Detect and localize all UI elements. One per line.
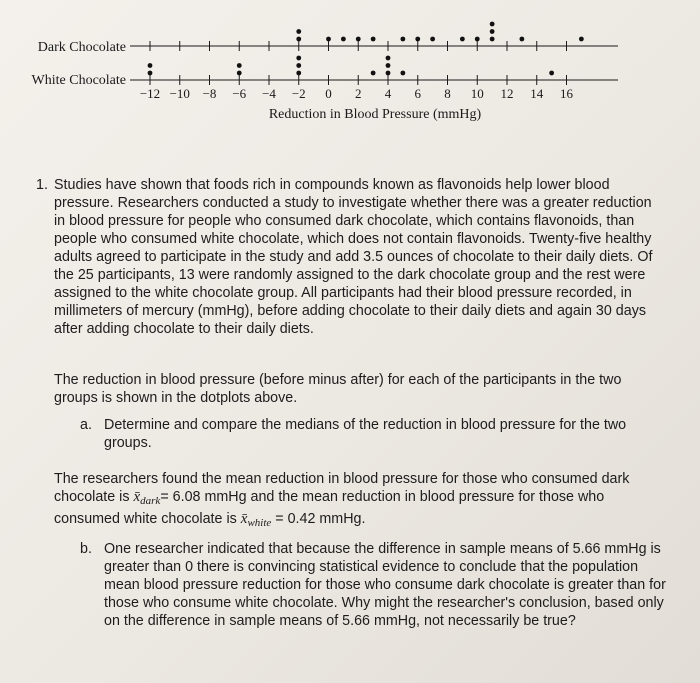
dark-chocolate-dot [326,37,331,42]
x-tick-label: −2 [291,86,306,101]
xbar-white-subscript: white [247,517,272,529]
dark-chocolate-label: Dark Chocolate [37,40,126,55]
dark-chocolate-dot [371,37,376,42]
x-tick-label: 8 [444,86,451,101]
dark-chocolate-dot [519,37,524,42]
dark-chocolate-dot [490,37,495,42]
white-chocolate-dot [371,71,376,76]
white-chocolate-dot [237,71,242,76]
xbar-dark-subscript: dark [140,495,161,507]
dotplot-note: The reduction in blood pressure (before minus after) for each of the participants in the two groups is shown in the dotplots above. [54,372,622,406]
x-tick-label: 12 [500,86,514,101]
dark-chocolate-dot [490,22,495,27]
part-a-text: Determine and compare the medians of the reduction in blood pressure for the two groups. [104,417,627,451]
white-chocolate-dot [296,56,301,61]
white-chocolate-dot [148,71,153,76]
x-tick-label: 6 [414,86,421,101]
white-chocolate-dot [549,71,554,76]
white-chocolate-dot [296,63,301,68]
dark-chocolate-dot [579,37,584,42]
x-tick-label: −6 [232,86,247,101]
x-tick-label: −8 [202,86,217,101]
part-b-text: One researcher indicated that because the difference in sample means of 5.66 mmHg is greater than 0 there is convincing statistical evidence to conclude that the population mean blood pressure reduction for those who consume dark chocolate is greater than for those who consume white chocolate. Why might the researcher's conclusion, based only on the difference in sample means of 5.66 mmHg, not necessarily be true? [104,541,666,629]
dark-chocolate-dot [430,37,435,42]
x-axis-title: Reduction in Blood Pressure (mmHg) [268,107,482,122]
dark-chocolate-dot [475,37,480,42]
white-chocolate-dot [148,63,153,68]
x-tick-label: 14 [530,86,544,101]
dark-chocolate-dot [341,37,346,42]
xbar-white-symbol: x̄ [240,511,248,527]
white-chocolate-dot [296,71,301,76]
dark-chocolate-dot [296,29,301,34]
white-chocolate-dot [386,63,391,68]
mean-dark-value: = 6.08 mmHg and the mean reduction in blood pressure for those who consumed white chocolate is [54,489,605,527]
part-b-label: b. [80,541,92,557]
x-tick-label: 0 [325,86,332,101]
dark-chocolate-dot [356,37,361,42]
white-chocolate-dot [400,71,405,76]
x-tick-label: 4 [384,86,392,101]
dotplot-figure [0,0,700,160]
mean-white-value: = 0.42 mmHg. [275,511,366,527]
x-tick-label: −10 [169,86,190,101]
dark-chocolate-dot [460,37,465,42]
dark-chocolate-dot [490,29,495,34]
question-number: 1. [36,177,48,193]
question-intro: Studies have shown that foods rich in compounds known as flavonoids help lower blood pressure. Researchers conducted a study to investigate whether there was a greater reduction in blood pressure for people who consumed dark chocolate, which contains flavonoids, than people who consumed white chocolate, which does not contain flavonoids. Twenty-five healthy adults agreed to participate in the study and add 3.5 ounces of chocolate to their daily diets. Of the 25 participants, 13 were randomly assigned to the dark chocolate group and the rest were assigned to the white chocolate group. All participants had their blood pressure recorded, in millimeters of mercury (mmHg), before adding chocolate to their daily diets and again 30 days after adding chocolate to their daily diets. [54,177,653,337]
mean-sentence-start: The researchers found the mean reduction in blood pressure for those who consumed dark chocolate is [54,471,630,505]
x-tick-label: 16 [560,86,573,101]
white-chocolate-label: White Chocolate [31,73,126,88]
white-chocolate-dot [386,71,391,76]
x-tick-label: 2 [355,86,362,101]
sample-means-paragraph [54,470,674,532]
part-a-label: a. [80,417,92,433]
xbar-dark-symbol: x̄ [133,489,141,505]
dark-chocolate-dot [400,37,405,42]
white-chocolate-dot [237,63,242,68]
dark-chocolate-dot [296,37,301,42]
dark-chocolate-dot [415,37,420,42]
x-tick-label: 10 [470,86,484,101]
white-chocolate-dot [386,56,391,61]
x-tick-label: −12 [139,86,161,101]
x-tick-label: −4 [262,86,276,101]
